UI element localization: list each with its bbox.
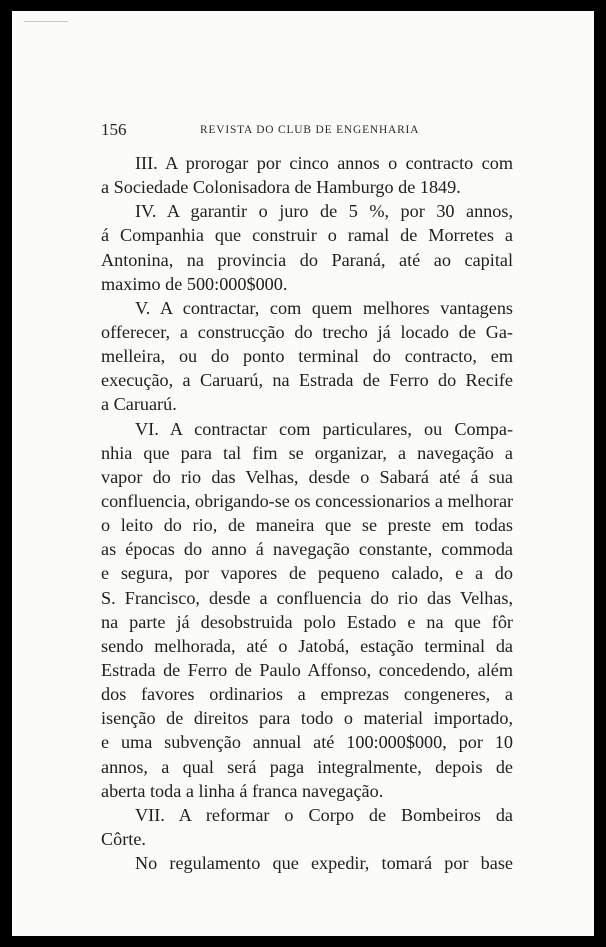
text-line: aberta toda a linha á franca navegação. [101, 780, 384, 801]
text-line: execução, a Caruarú, na Estrada de Ferro do Recife [101, 370, 513, 391]
document-page [12, 11, 594, 936]
top-edge-mark [24, 21, 68, 22]
text-line: e segura, por vapores de pequeno calado, e a do [101, 563, 513, 584]
text-line: maximo de 500:000$000. [101, 273, 288, 294]
text-line: VII. A reformar o Corpo de Bombeiros da [135, 804, 513, 825]
text-line: VI. A contractar com particulares, ou Compa- [135, 418, 513, 439]
text-line: a Caruarú. [101, 394, 177, 415]
text-line: e uma subvenção annual até 100:000$000, por 10 [101, 732, 513, 753]
text-line: confluencia, obrigando-se os concessionarios a melhorar [101, 490, 513, 511]
running-head [101, 117, 513, 145]
text-line: dos favores ordinarios a emprezas congeneres, a [101, 684, 513, 705]
text-line: Antonina, na provincia do Paraná, até ao capital [101, 249, 513, 270]
text-line: isenção de direitos para todo o material importado, [101, 708, 513, 729]
text-line: V. A contractar, com quem melhores vantagens [135, 297, 513, 318]
text-line: as épocas do anno á navegação constante, commoda [101, 539, 513, 560]
page-number: 156 [101, 120, 127, 139]
text-line: na parte já desobstruida polo Estado e na que fôr [101, 611, 513, 632]
text-line: IV. A garantir o juro de 5 %, por 30 annos, [135, 201, 513, 222]
text-line: sendo melhorada, até o Jatobá, estação terminal da [101, 635, 513, 656]
text-line: III. A prorogar por cinco annos o contracto com [135, 153, 513, 173]
text-line: melleira, ou do ponto terminal do contracto, em [101, 346, 513, 367]
text-line: Estrada de Ferro de Paulo Affonso, concedendo, além [101, 659, 513, 680]
text-line: offerecer, a construcção do trecho já locado de Ga- [101, 321, 513, 342]
journal-title: REVISTA DO CLUB DE ENGENHARIA [200, 124, 420, 136]
text-line: á Companhia que construir o ramal de Morretes a [101, 225, 513, 246]
body-text [101, 151, 513, 875]
text-line: a Sociedade Colonisadora de Hamburgo de 1849. [101, 177, 461, 198]
text-line: nhia que para tal fim se organizar, a navegação a [101, 442, 513, 463]
text-line: o leito do rio, de maneira que se preste em todas [101, 515, 513, 536]
text-line: Côrte. [101, 828, 146, 849]
text-line: No regulamento que expedir, tomará por base [135, 853, 513, 874]
text-line: annos, a qual será paga integralmente, depois de [101, 756, 513, 777]
text-line: S. Francisco, desde a confluencia do rio das Velhas, [101, 587, 513, 608]
text-line: vapor do rio das Velhas, desde o Sabará até á sua [101, 466, 513, 487]
